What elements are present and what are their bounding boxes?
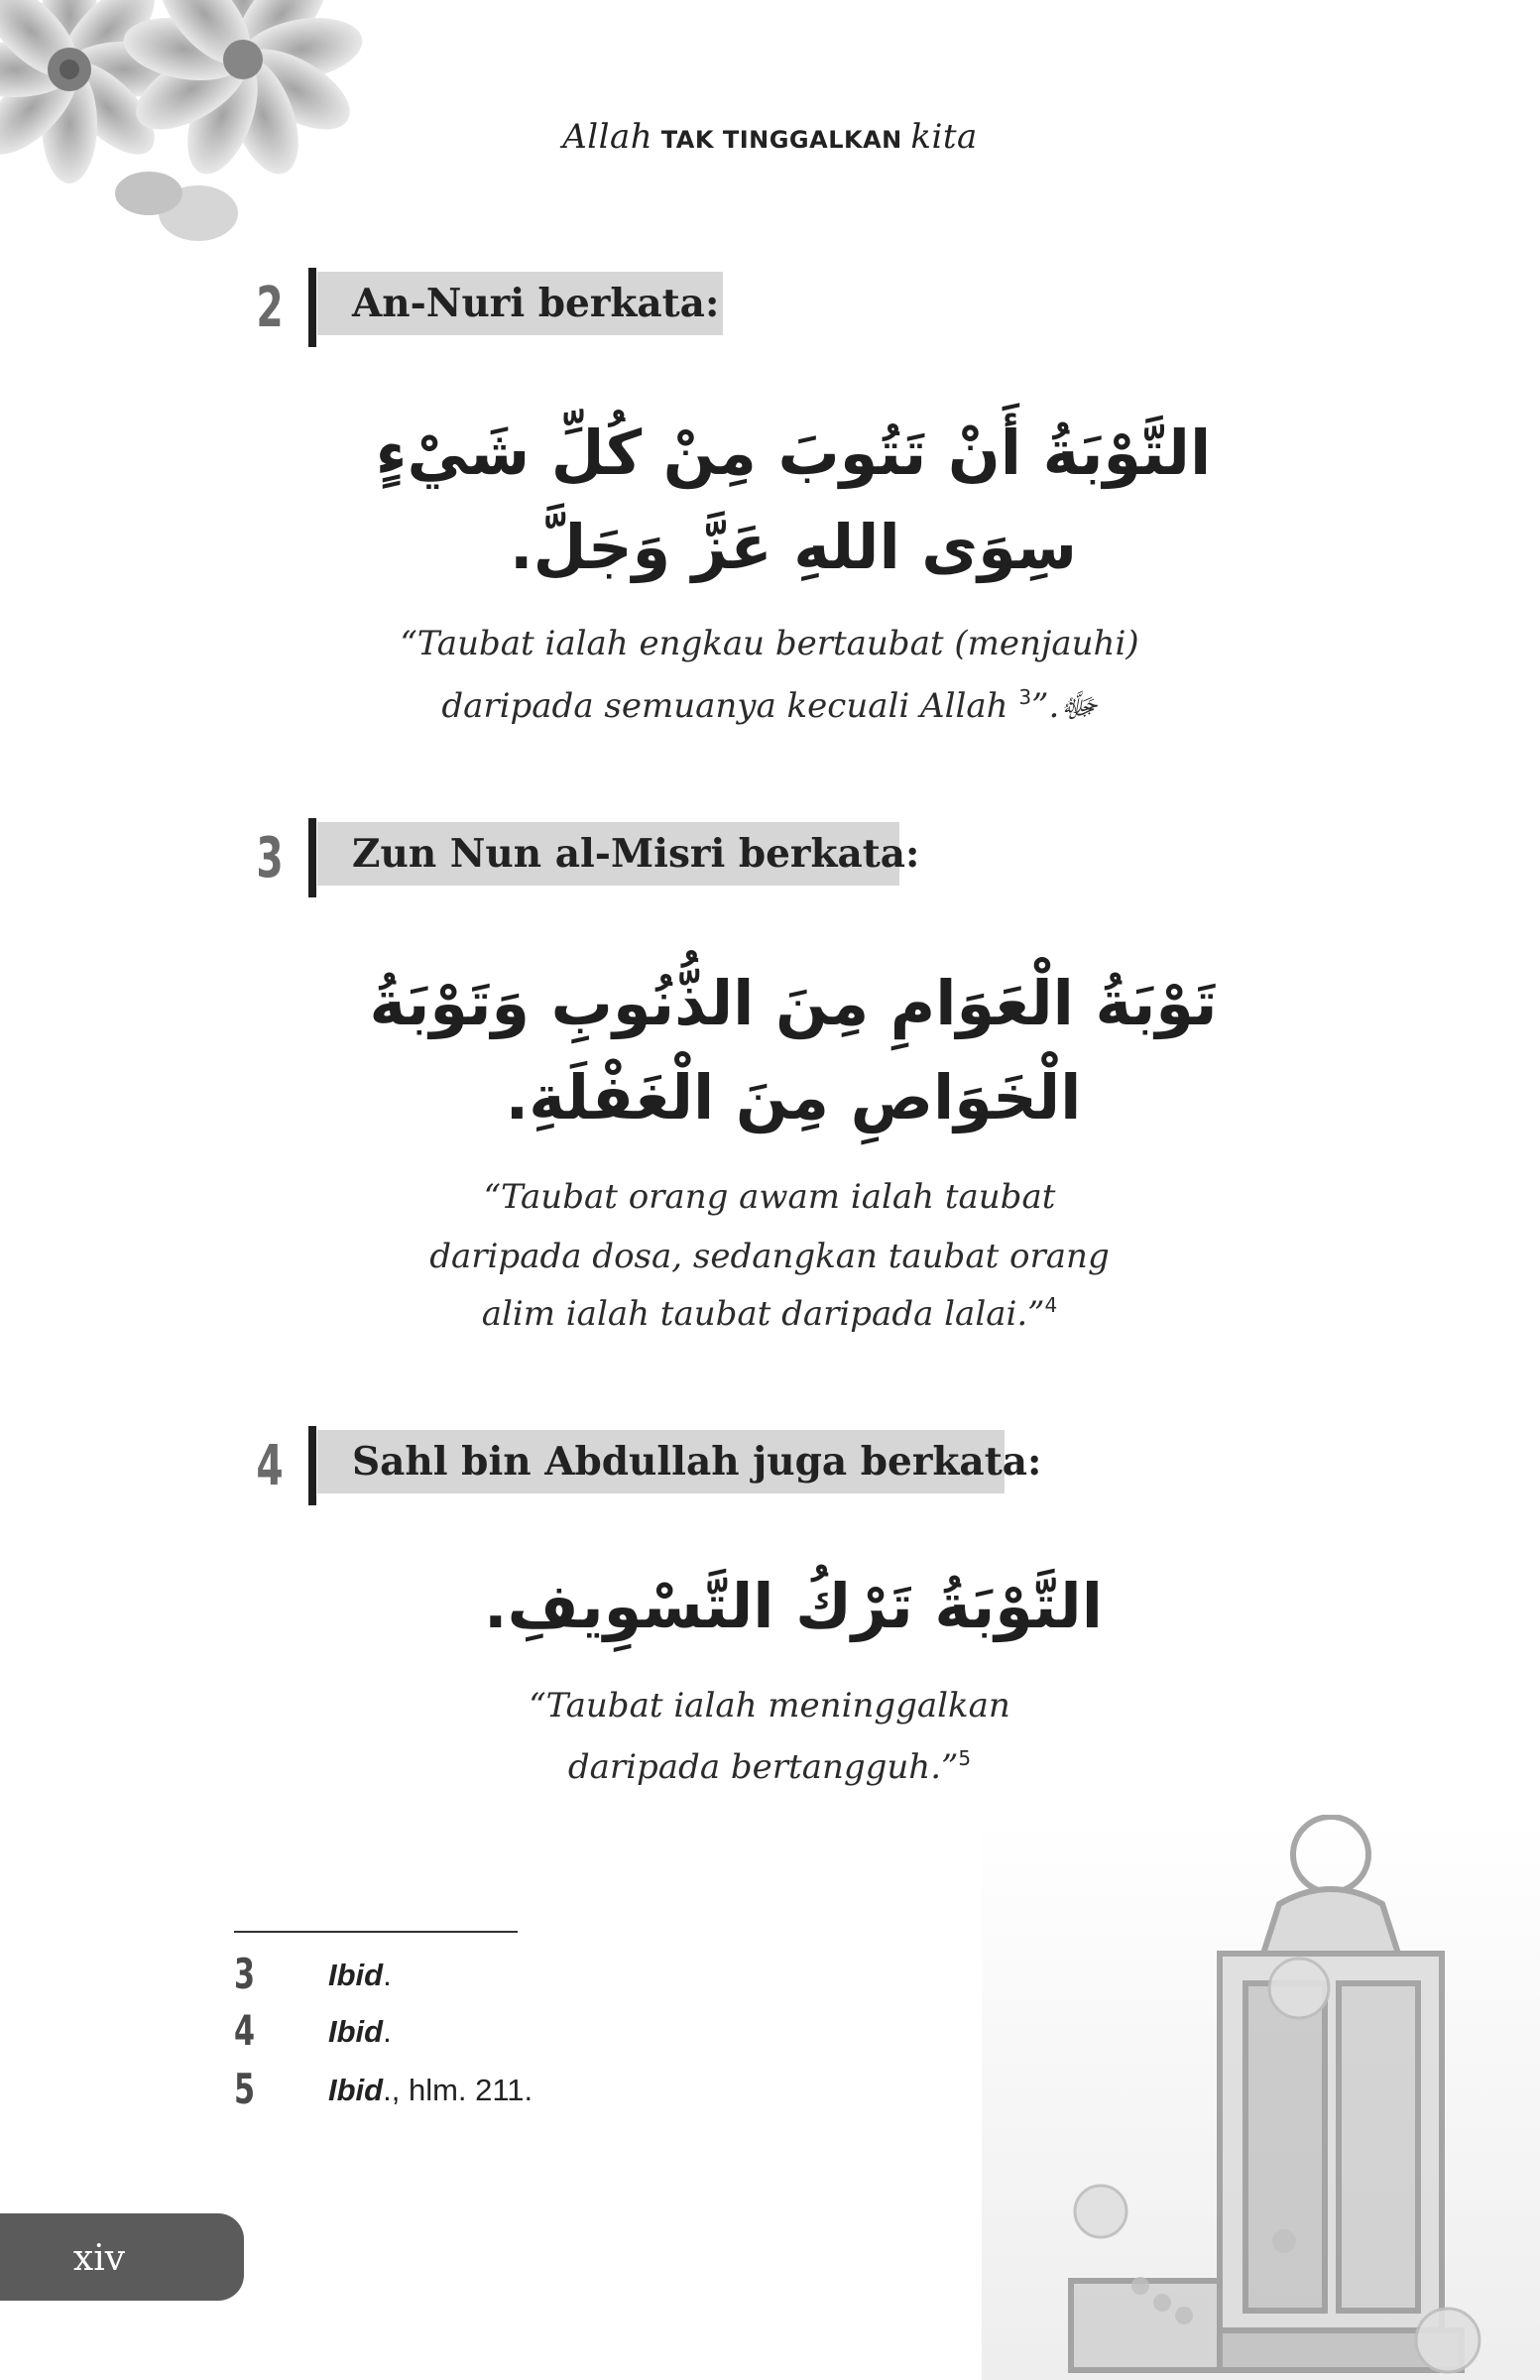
lantern-decoration <box>982 1815 1540 2380</box>
section-bar <box>308 818 316 897</box>
footnote-rest: . <box>383 1958 392 1992</box>
section-heading: An-Nuri berkata: <box>317 272 723 335</box>
footnote-ibid: Ibid <box>328 2014 384 2049</box>
footnote-ibid: Ibid <box>328 1958 384 1992</box>
footnote-rest: ., hlm. 211. <box>383 2073 533 2107</box>
section-heading: Zun Nun al-Misri berkata: <box>317 822 899 886</box>
footnote-rest: . <box>383 2014 392 2049</box>
footnote-ref: 5 <box>958 1746 972 1770</box>
footnote-rule <box>234 1931 518 1933</box>
footnote-number: 3 <box>234 1950 256 1998</box>
footnote-number: 5 <box>234 2065 256 2113</box>
translation-line <box>274 1746 1265 1787</box>
section-heading: Sahl bin Abdullah juga berkata: <box>317 1430 1005 1493</box>
arabic-line: سِوَى اللهِ عَزَّ وَجَلَّ. <box>510 511 1077 583</box>
footnote-text <box>328 2016 392 2047</box>
translation-line: “Taubat ialah meninggalkan <box>529 1686 1010 1726</box>
translation-line <box>274 685 1265 726</box>
footnote-ibid: Ibid <box>328 2073 384 2107</box>
arabic-line: التَّوْبَةُ أَنْ تَتُوبَ مِنْ كُلِّ شَيْءٍ <box>375 416 1212 489</box>
footnote-number: 4 <box>234 2006 256 2055</box>
page-number: xiv <box>72 2238 126 2279</box>
translation-line: daripada dosa, sedangkan taubat orang <box>429 1237 1110 1276</box>
header-script-word-1: Allah <box>562 117 653 157</box>
arabic-line: تَوْبَةُ الْعَوَامِ مِنَ الذُّنُوبِ وَتَوْبَةُ <box>369 967 1218 1039</box>
translation-text: daripada semuanya kecuali Allah ﷻ.” <box>441 686 1098 726</box>
translation-line: “Taubat ialah engkau bertaubat (menjauhi) <box>400 624 1139 663</box>
footnote-text <box>328 1960 392 1990</box>
arabic-line: الْخَوَاصِ مِنَ الْغَفْلَةِ. <box>505 1061 1082 1133</box>
translation-text: alim ialah taubat daripada lalai.” <box>481 1294 1045 1334</box>
translation-line: “Taubat orang awam ialah taubat <box>483 1177 1056 1217</box>
translation-line <box>274 1293 1265 1334</box>
translation-text: daripada bertangguh.” <box>567 1747 959 1787</box>
header-script-word-2: kita <box>910 117 978 157</box>
footnote-ref: 3 <box>1018 685 1032 709</box>
section-bar <box>308 1426 316 1505</box>
section-number: 2 <box>256 276 284 340</box>
footnote-ref: 4 <box>1044 1293 1058 1317</box>
section-number: 4 <box>256 1434 284 1498</box>
section-bar <box>308 268 316 347</box>
page-number-tab <box>0 2213 244 2301</box>
footnote-text <box>328 2075 533 2105</box>
running-header <box>0 117 1540 157</box>
header-caps-text: TAK TINGGALKAN <box>660 126 902 154</box>
arabic-line: التَّوْبَةُ تَرْكُ التَّسْوِيفِ. <box>484 1570 1103 1642</box>
section-number: 3 <box>256 826 284 891</box>
